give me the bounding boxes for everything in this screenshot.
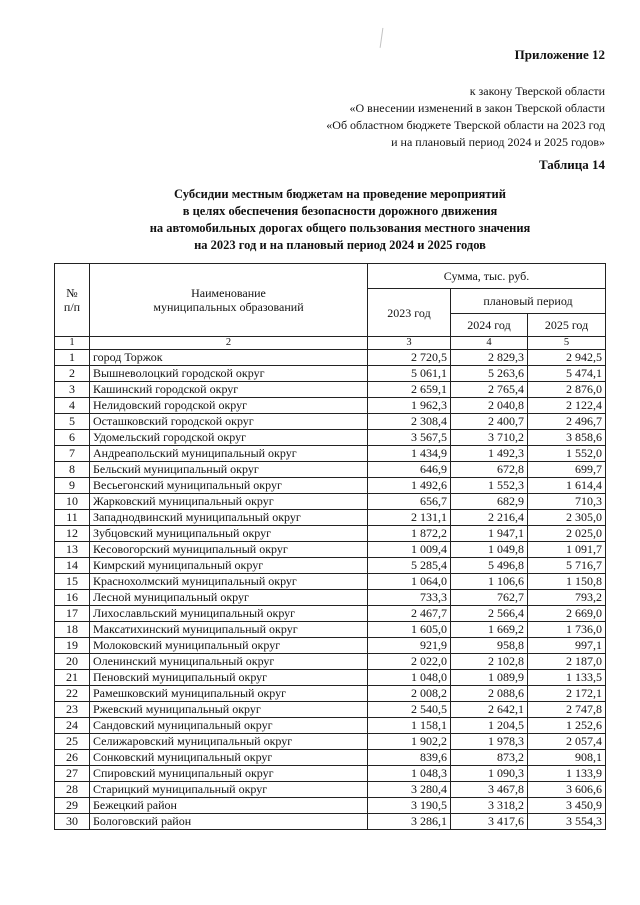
- row-value-2024: 1 090,3: [451, 766, 528, 782]
- row-name: Кимрский муниципальный округ: [90, 558, 368, 574]
- table-row: [55, 638, 606, 654]
- row-name: Весьегонский муниципальный округ: [90, 478, 368, 494]
- column-number: 1: [55, 337, 90, 350]
- row-number: 12: [55, 526, 90, 542]
- row-name: Рамешковский муниципальный округ: [90, 686, 368, 702]
- scan-mark: [380, 28, 386, 48]
- row-value-2023: 2 022,0: [368, 654, 451, 670]
- table-row: [55, 750, 606, 766]
- row-value-2023: 2 659,1: [368, 382, 451, 398]
- row-value-2025: 2 025,0: [528, 526, 606, 542]
- row-number: 29: [55, 798, 90, 814]
- row-number: 10: [55, 494, 90, 510]
- table-row: [55, 526, 606, 542]
- row-name: Спировский муниципальный округ: [90, 766, 368, 782]
- table-row: [55, 558, 606, 574]
- row-number: 30: [55, 814, 90, 830]
- row-value-2024: 2 040,8: [451, 398, 528, 414]
- row-value-2024: 3 467,8: [451, 782, 528, 798]
- row-number: 19: [55, 638, 90, 654]
- row-value-2023: 3 190,5: [368, 798, 451, 814]
- row-name: Сонковский муниципальный округ: [90, 750, 368, 766]
- row-name: Западнодвинский муниципальный округ: [90, 510, 368, 526]
- table-row: [55, 446, 606, 462]
- table-body: [55, 350, 606, 830]
- row-value-2023: 1 605,0: [368, 622, 451, 638]
- row-number: 4: [55, 398, 90, 414]
- table-row: [55, 814, 606, 830]
- column-number: 3: [368, 337, 451, 350]
- row-number: 26: [55, 750, 90, 766]
- row-value-2025: 1 614,4: [528, 478, 606, 494]
- row-value-2023: 646,9: [368, 462, 451, 478]
- row-name: Кашинский городской округ: [90, 382, 368, 398]
- row-name: Вышневолоцкий городской округ: [90, 366, 368, 382]
- row-name: Бельский муниципальный округ: [90, 462, 368, 478]
- row-number: 18: [55, 622, 90, 638]
- row-name: Кесовогорский муниципальный округ: [90, 542, 368, 558]
- table-row: [55, 654, 606, 670]
- row-value-2024: 762,7: [451, 590, 528, 606]
- row-value-2025: 2 496,7: [528, 414, 606, 430]
- row-value-2025: 2 942,5: [528, 350, 606, 366]
- row-value-2025: 2 172,1: [528, 686, 606, 702]
- row-number: 16: [55, 590, 90, 606]
- row-value-2024: 682,9: [451, 494, 528, 510]
- table-row: [55, 430, 606, 446]
- row-name: Сандовский муниципальный округ: [90, 718, 368, 734]
- row-name: Удомельский городской округ: [90, 430, 368, 446]
- table-row: [55, 510, 606, 526]
- title-line: на автомобильных дорогах общего пользования местного значения: [149, 221, 531, 235]
- row-value-2023: 1 492,6: [368, 478, 451, 494]
- row-number: 23: [55, 702, 90, 718]
- row-value-2023: 1 434,9: [368, 446, 451, 462]
- row-value-2023: 5 061,1: [368, 366, 451, 382]
- row-value-2024: 2 642,1: [451, 702, 528, 718]
- title-line: на 2023 год и на плановый период 2024 и 2025 годов: [194, 238, 486, 252]
- row-value-2023: 1 009,4: [368, 542, 451, 558]
- row-number: 14: [55, 558, 90, 574]
- row-name: Оленинский муниципальный округ: [90, 654, 368, 670]
- row-number: 27: [55, 766, 90, 782]
- table-row: [55, 350, 606, 366]
- row-value-2024: 2 088,6: [451, 686, 528, 702]
- row-value-2023: 3 286,1: [368, 814, 451, 830]
- table-row: [55, 734, 606, 750]
- header-planned-period: плановый период: [451, 289, 606, 314]
- row-value-2023: 1 048,3: [368, 766, 451, 782]
- law-reference-line: «Об областном бюджете Тверской области на 2023 год: [326, 118, 605, 132]
- law-reference: [185, 83, 605, 151]
- row-value-2024: 3 318,2: [451, 798, 528, 814]
- row-value-2024: 1 947,1: [451, 526, 528, 542]
- row-value-2025: 2 876,0: [528, 382, 606, 398]
- subsidies-table: [54, 263, 606, 830]
- row-value-2024: 1 552,3: [451, 478, 528, 494]
- row-value-2025: 1 736,0: [528, 622, 606, 638]
- table-row: [55, 462, 606, 478]
- row-value-2023: 2 540,5: [368, 702, 451, 718]
- row-value-2023: 1 962,3: [368, 398, 451, 414]
- row-name: Бежецкий район: [90, 798, 368, 814]
- table-row: [55, 798, 606, 814]
- row-number: 2: [55, 366, 90, 382]
- table-row: [55, 414, 606, 430]
- row-number: 7: [55, 446, 90, 462]
- row-value-2023: 5 285,4: [368, 558, 451, 574]
- row-name: Лихославльский муниципальный округ: [90, 606, 368, 622]
- row-value-2023: 1 048,0: [368, 670, 451, 686]
- row-value-2025: 2 305,0: [528, 510, 606, 526]
- row-value-2024: 2 400,7: [451, 414, 528, 430]
- table-row: [55, 718, 606, 734]
- row-value-2025: 2 669,0: [528, 606, 606, 622]
- row-name: Зубцовский муниципальный округ: [90, 526, 368, 542]
- row-value-2023: 839,6: [368, 750, 451, 766]
- row-value-2023: 921,9: [368, 638, 451, 654]
- row-value-2023: 3 567,5: [368, 430, 451, 446]
- row-value-2025: 1 091,7: [528, 542, 606, 558]
- row-value-2023: 1 872,2: [368, 526, 451, 542]
- row-value-2024: 3 710,2: [451, 430, 528, 446]
- table-row: [55, 366, 606, 382]
- row-value-2025: 1 133,5: [528, 670, 606, 686]
- row-value-2025: 1 252,6: [528, 718, 606, 734]
- row-value-2025: 908,1: [528, 750, 606, 766]
- row-number: 20: [55, 654, 90, 670]
- column-number: 5: [528, 337, 606, 350]
- row-value-2024: 1 669,2: [451, 622, 528, 638]
- row-value-2023: 2 008,2: [368, 686, 451, 702]
- row-name: Максатихинский муниципальный округ: [90, 622, 368, 638]
- row-value-2023: 2 308,4: [368, 414, 451, 430]
- table-row: [55, 670, 606, 686]
- row-number: 17: [55, 606, 90, 622]
- row-value-2025: 3 554,3: [528, 814, 606, 830]
- row-name: Осташковский городской округ: [90, 414, 368, 430]
- law-reference-line: «О внесении изменений в закон Тверской области: [349, 101, 605, 115]
- row-number: 13: [55, 542, 90, 558]
- header-2023: 2023 год: [368, 289, 451, 337]
- row-value-2024: 1 049,8: [451, 542, 528, 558]
- row-number: 1: [55, 350, 90, 366]
- table-row: [55, 382, 606, 398]
- row-number: 22: [55, 686, 90, 702]
- table-row: [55, 606, 606, 622]
- row-number: 9: [55, 478, 90, 494]
- row-value-2024: 2 102,8: [451, 654, 528, 670]
- row-number: 11: [55, 510, 90, 526]
- law-reference-line: и на плановый период 2024 и 2025 годов»: [391, 135, 605, 149]
- row-number: 25: [55, 734, 90, 750]
- row-value-2025: 793,2: [528, 590, 606, 606]
- row-value-2024: 5 496,8: [451, 558, 528, 574]
- row-value-2024: 672,8: [451, 462, 528, 478]
- column-number: 2: [90, 337, 368, 350]
- row-value-2025: 2 057,4: [528, 734, 606, 750]
- row-value-2023: 2 467,7: [368, 606, 451, 622]
- row-value-2024: 3 417,6: [451, 814, 528, 830]
- row-name: Ржевский муниципальный округ: [90, 702, 368, 718]
- row-name: Андреапольский муниципальный округ: [90, 446, 368, 462]
- header-sum: Сумма, тыс. руб.: [368, 264, 606, 289]
- row-value-2025: 3 606,6: [528, 782, 606, 798]
- row-value-2025: 1 133,9: [528, 766, 606, 782]
- row-number: 28: [55, 782, 90, 798]
- row-value-2025: 710,3: [528, 494, 606, 510]
- row-number: 24: [55, 718, 90, 734]
- row-value-2024: 2 216,4: [451, 510, 528, 526]
- row-value-2023: 1 902,2: [368, 734, 451, 750]
- column-number: 4: [451, 337, 528, 350]
- row-value-2024: 958,8: [451, 638, 528, 654]
- row-number: 6: [55, 430, 90, 446]
- row-value-2025: 2 122,4: [528, 398, 606, 414]
- table-row: [55, 398, 606, 414]
- row-value-2023: 1 064,0: [368, 574, 451, 590]
- document-title: [100, 186, 580, 254]
- row-name: Нелидовский городской округ: [90, 398, 368, 414]
- row-value-2025: 5 474,1: [528, 366, 606, 382]
- row-name: Бологовский район: [90, 814, 368, 830]
- header-2025: 2025 год: [528, 314, 606, 337]
- row-name: Жарковский муниципальный округ: [90, 494, 368, 510]
- row-value-2025: 5 716,7: [528, 558, 606, 574]
- row-value-2024: 1 089,9: [451, 670, 528, 686]
- row-number: 5: [55, 414, 90, 430]
- table-row: [55, 782, 606, 798]
- table-number: Таблица 14: [538, 157, 605, 172]
- row-value-2024: 1 978,3: [451, 734, 528, 750]
- row-value-2024: 1 204,5: [451, 718, 528, 734]
- title-line: Субсидии местным бюджетам на проведение мероприятий: [174, 187, 506, 201]
- table-row: [55, 494, 606, 510]
- row-value-2024: 2 765,4: [451, 382, 528, 398]
- table-row: [55, 702, 606, 718]
- table-row: [55, 574, 606, 590]
- row-value-2024: 5 263,6: [451, 366, 528, 382]
- title-line: в целях обеспечения безопасности дорожного движения: [182, 204, 498, 218]
- table-row: [55, 622, 606, 638]
- row-value-2025: 3 450,9: [528, 798, 606, 814]
- row-number: 3: [55, 382, 90, 398]
- row-value-2024: 1 492,3: [451, 446, 528, 462]
- row-value-2024: 2 566,4: [451, 606, 528, 622]
- row-value-2023: 2 131,1: [368, 510, 451, 526]
- row-value-2024: 2 829,3: [451, 350, 528, 366]
- row-name: Молоковский муниципальный округ: [90, 638, 368, 654]
- row-name: Пеновский муниципальный округ: [90, 670, 368, 686]
- row-value-2025: 997,1: [528, 638, 606, 654]
- table-row: [55, 686, 606, 702]
- row-value-2024: 1 106,6: [451, 574, 528, 590]
- row-value-2025: 3 858,6: [528, 430, 606, 446]
- row-value-2025: 699,7: [528, 462, 606, 478]
- row-value-2023: 656,7: [368, 494, 451, 510]
- row-name: Старицкий муниципальный округ: [90, 782, 368, 798]
- row-number: 15: [55, 574, 90, 590]
- header-2024: 2024 год: [451, 314, 528, 337]
- table-row: [55, 542, 606, 558]
- row-number: 21: [55, 670, 90, 686]
- row-name: Лесной муниципальный округ: [90, 590, 368, 606]
- law-reference-line: к закону Тверской области: [469, 84, 605, 98]
- header-name: Наименование муниципальных образований: [90, 264, 368, 337]
- table-row: [55, 478, 606, 494]
- row-value-2025: 1 150,8: [528, 574, 606, 590]
- table-row: [55, 766, 606, 782]
- table-row: [55, 590, 606, 606]
- header-number: № п/п: [55, 264, 90, 337]
- row-value-2023: 3 280,4: [368, 782, 451, 798]
- row-value-2023: 2 720,5: [368, 350, 451, 366]
- row-name: Селижаровский муниципальный округ: [90, 734, 368, 750]
- row-value-2024: 873,2: [451, 750, 528, 766]
- row-name: город Торжок: [90, 350, 368, 366]
- row-number: 8: [55, 462, 90, 478]
- row-value-2023: 733,3: [368, 590, 451, 606]
- row-name: Краснохолмский муниципальный округ: [90, 574, 368, 590]
- appendix-label: Приложение 12: [514, 47, 605, 62]
- row-value-2025: 2 747,8: [528, 702, 606, 718]
- row-value-2025: 2 187,0: [528, 654, 606, 670]
- row-value-2023: 1 158,1: [368, 718, 451, 734]
- row-value-2025: 1 552,0: [528, 446, 606, 462]
